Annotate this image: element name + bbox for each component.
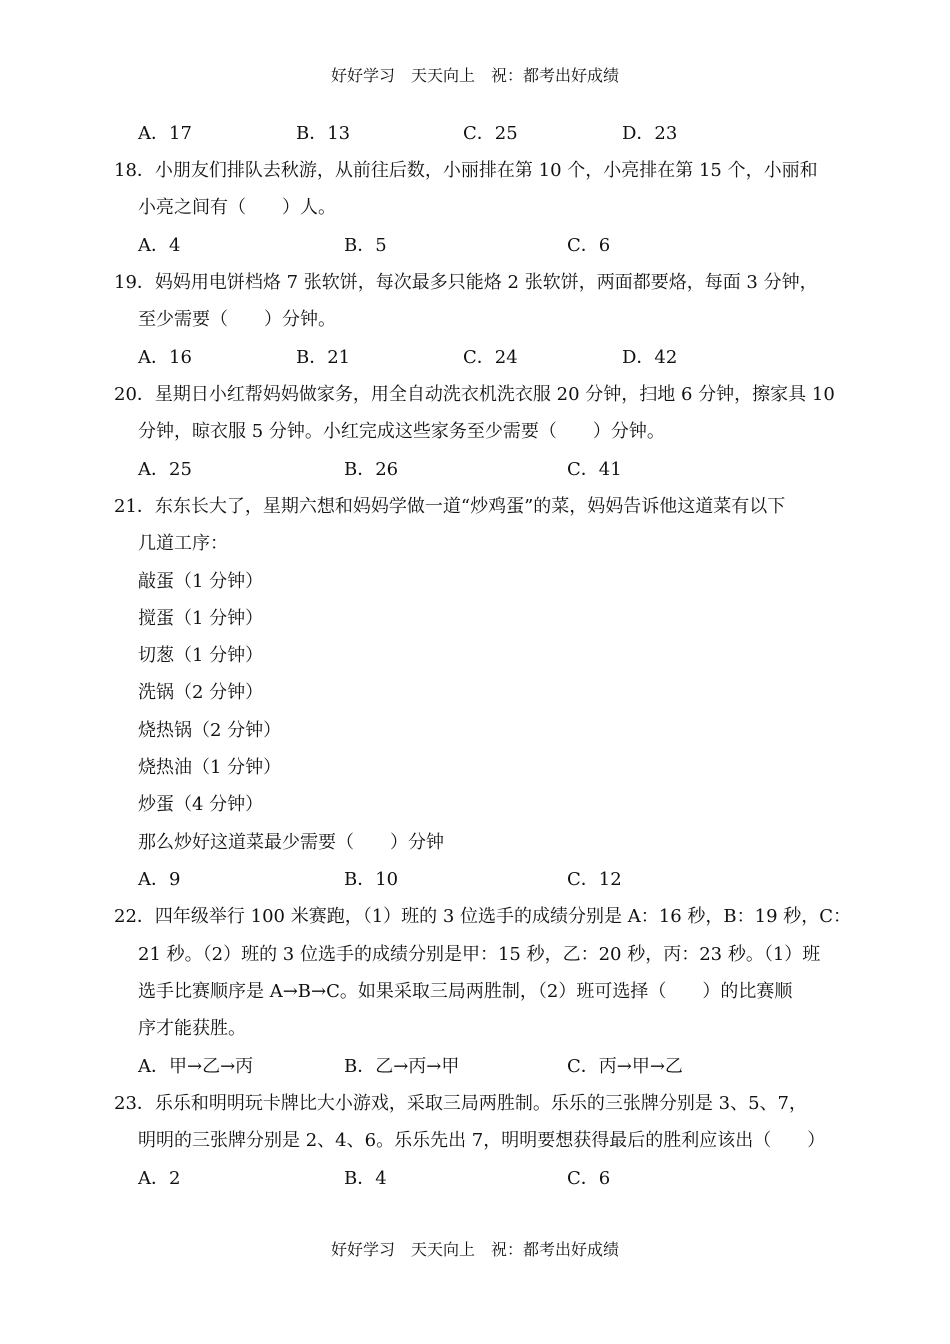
q22-option-c[interactable]: C．丙→甲→乙: [567, 1056, 683, 1077]
q19-stem-line-1: 19．妈妈用电饼档烙 7 张软饼，每次最多只能烙 2 张软饼，两面都要烙，每面 3 分钟，: [114, 272, 818, 293]
page-header: 好好学习 天天向上 祝：都考出好成绩: [330, 66, 619, 85]
page-footer: 好好学习 天天向上 祝：都考出好成绩: [330, 1240, 619, 1259]
q20-stem-line-2: 分钟，晾衣服 5 分钟。小红完成这些家务至少需要（ ）分钟。: [138, 421, 665, 442]
q21-option-a[interactable]: A．9: [138, 869, 181, 890]
q23-stem-line-2: 明明的三张牌分别是 2、4、6。乐乐先出 7，明明要想获得最后的胜利应该出（ ）: [138, 1130, 826, 1151]
q21-step-5: 烧热锅（2 分钟）: [138, 720, 282, 741]
q21-ask: 那么炒好这道菜最少需要（ ）分钟: [138, 832, 444, 853]
q19-option-c[interactable]: C．24: [463, 347, 518, 368]
q17-option-d[interactable]: D．23: [622, 123, 678, 144]
q23-option-b[interactable]: B．4: [344, 1168, 387, 1189]
q23-option-a[interactable]: A．2: [138, 1168, 181, 1189]
q18-option-b[interactable]: B．5: [344, 235, 387, 256]
q21-option-b[interactable]: B．10: [344, 869, 399, 890]
q18-stem-line-2: 小亮之间有（ ）人。: [138, 197, 336, 218]
q20-stem-line-1: 20．星期日小红帮妈妈做家务，用全自动洗衣机洗衣服 20 分钟，扫地 6 分钟，擦家具 10: [114, 384, 835, 405]
q17-option-c[interactable]: C．25: [463, 123, 518, 144]
q18-option-a[interactable]: A．4: [138, 235, 181, 256]
q21-stem-line-2: 几道工序：: [138, 533, 228, 554]
q21-step-7: 炒蛋（4 分钟）: [138, 794, 264, 815]
q18-option-c[interactable]: C．6: [567, 235, 611, 256]
q21-stem-line-1: 21．东东长大了，星期六想和妈妈学做一道“炒鸡蛋”的菜，妈妈告诉他这道菜有以下: [114, 496, 786, 517]
q23-stem-line-1: 23．乐乐和明明玩卡牌比大小游戏，采取三局两胜制。乐乐的三张牌分别是 3、5、7，: [114, 1093, 807, 1114]
q17-option-a[interactable]: A．17: [138, 123, 192, 144]
q20-option-a[interactable]: A．25: [138, 459, 192, 480]
q21-option-c[interactable]: C．12: [567, 869, 622, 890]
q19-option-d[interactable]: D．42: [622, 347, 678, 368]
q19-option-b[interactable]: B．21: [296, 347, 351, 368]
q22-stem-line-2: 21 秒。（2）班的 3 位选手的成绩分别是甲：15 秒，乙：20 秒，丙：23 秒。（1）班: [138, 944, 821, 965]
q19-stem-line-2: 至少需要（ ）分钟。: [138, 309, 336, 330]
q22-stem-line-3: 选手比赛顺序是 A→B→C。如果采取三局两胜制，（2）班可选择（ ）的比赛顺: [138, 981, 793, 1002]
q21-step-3: 切葱（1 分钟）: [138, 645, 264, 666]
q21-step-1: 敲蛋（1 分钟）: [138, 571, 264, 592]
q21-step-4: 洗锅（2 分钟）: [138, 682, 264, 703]
q22-option-a[interactable]: A．甲→乙→丙: [138, 1056, 254, 1077]
q20-option-b[interactable]: B．26: [344, 459, 399, 480]
q21-step-2: 搅蛋（1 分钟）: [138, 608, 264, 629]
q22-stem-line-4: 序才能获胜。: [138, 1018, 246, 1039]
q20-option-c[interactable]: C．41: [567, 459, 622, 480]
q22-option-b[interactable]: B．乙→丙→甲: [344, 1056, 460, 1077]
q17-option-b[interactable]: B．13: [296, 123, 351, 144]
q22-stem-line-1: 22．四年级举行 100 米赛跑，（1）班的 3 位选手的成绩分别是 A：16 秒，B：19 秒，C：: [114, 906, 852, 927]
q23-option-c[interactable]: C．6: [567, 1168, 611, 1189]
q18-stem-line-1: 18．小朋友们排队去秋游，从前往后数，小丽排在第 10 个，小亮排在第 15 个，小丽和: [114, 160, 818, 181]
q21-step-6: 烧热油（1 分钟）: [138, 757, 282, 778]
q19-option-a[interactable]: A．16: [138, 347, 192, 368]
